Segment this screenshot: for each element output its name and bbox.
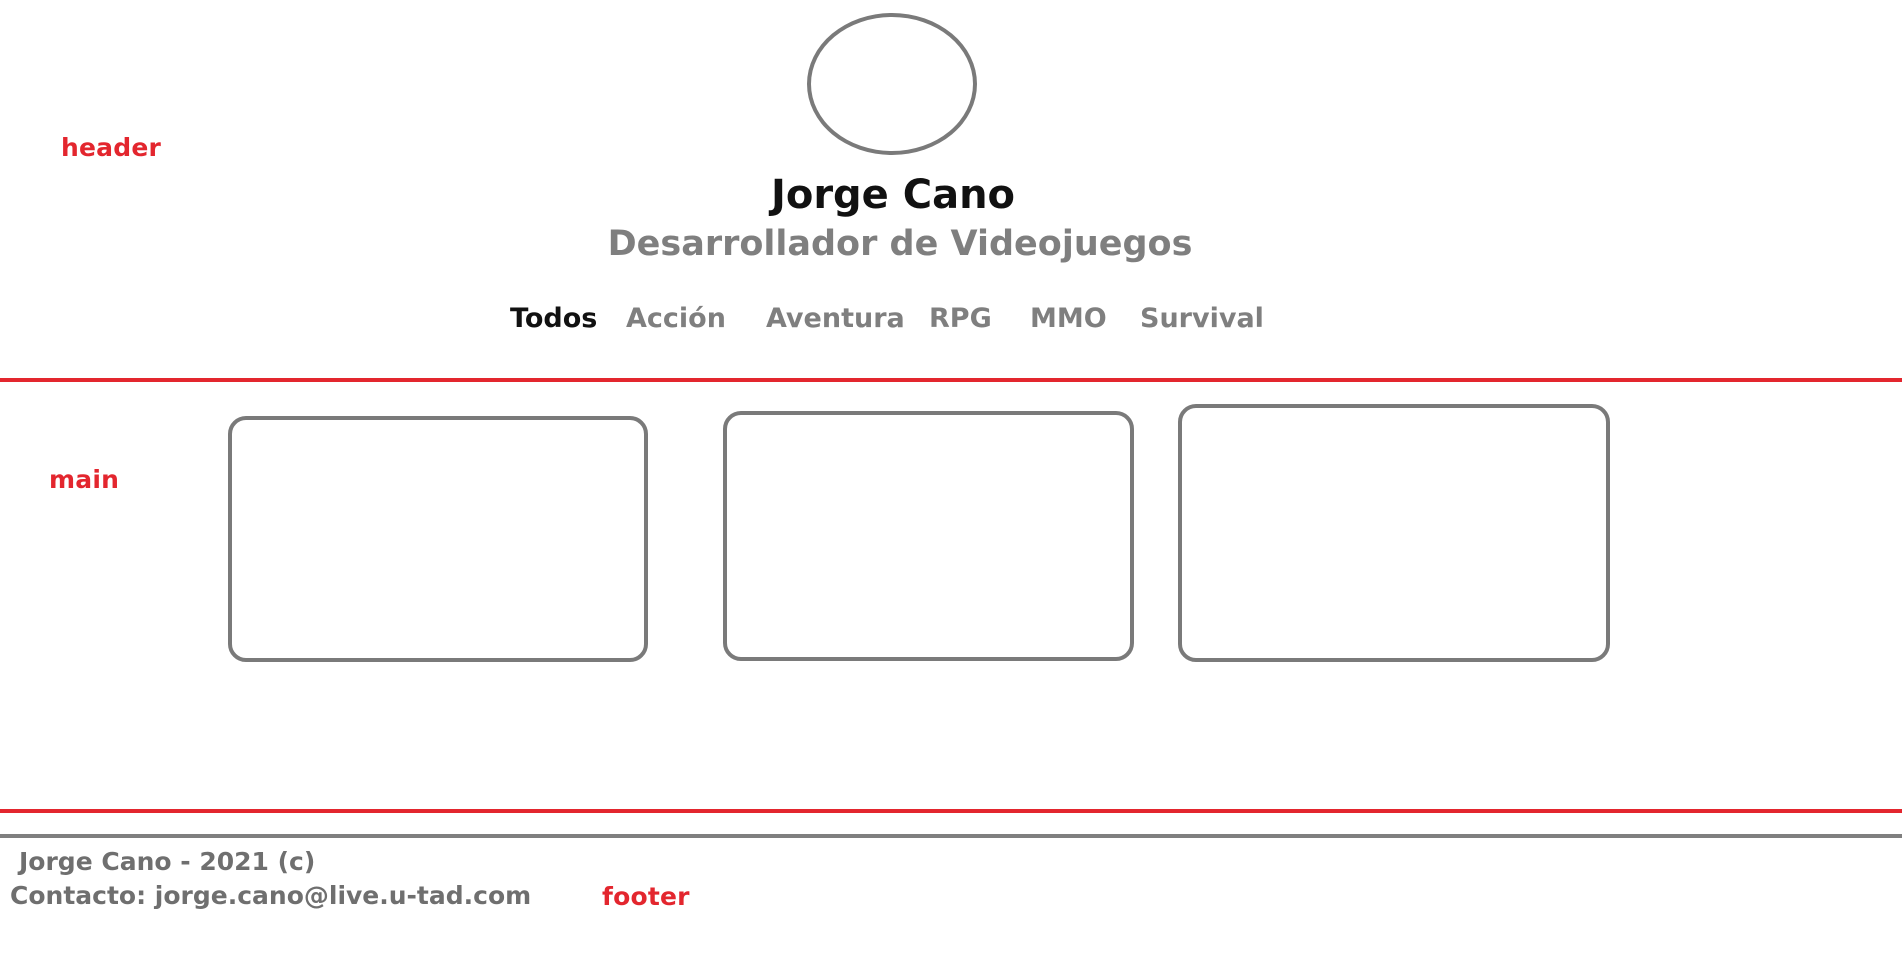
- nav-item-survival[interactable]: Survival: [1140, 303, 1264, 334]
- main-divider: [0, 809, 1902, 813]
- nav-item-accion[interactable]: Acción: [626, 303, 726, 334]
- annotation-header-label: header: [61, 133, 162, 162]
- game-card[interactable]: [723, 411, 1134, 661]
- nav-item-mmo[interactable]: MMO: [1030, 303, 1107, 334]
- annotation-main-label: main: [49, 465, 120, 494]
- game-card[interactable]: [228, 416, 648, 662]
- profile-role: Desarrollador de Videojuegos: [607, 224, 1193, 264]
- nav-item-rpg[interactable]: RPG: [929, 303, 992, 334]
- nav-item-todos[interactable]: Todos: [510, 303, 598, 334]
- footer-divider: [0, 834, 1902, 838]
- game-card[interactable]: [1178, 404, 1610, 662]
- footer-contact: Contacto: jorge.cano@live.u-tad.com: [10, 881, 532, 910]
- avatar: [807, 13, 977, 155]
- profile-name: Jorge Cano: [770, 172, 1016, 218]
- annotation-footer-label: footer: [602, 882, 690, 911]
- footer-copyright: Jorge Cano - 2021 (c): [19, 847, 316, 876]
- nav-item-aventura[interactable]: Aventura: [766, 303, 905, 334]
- header-divider: [0, 378, 1902, 382]
